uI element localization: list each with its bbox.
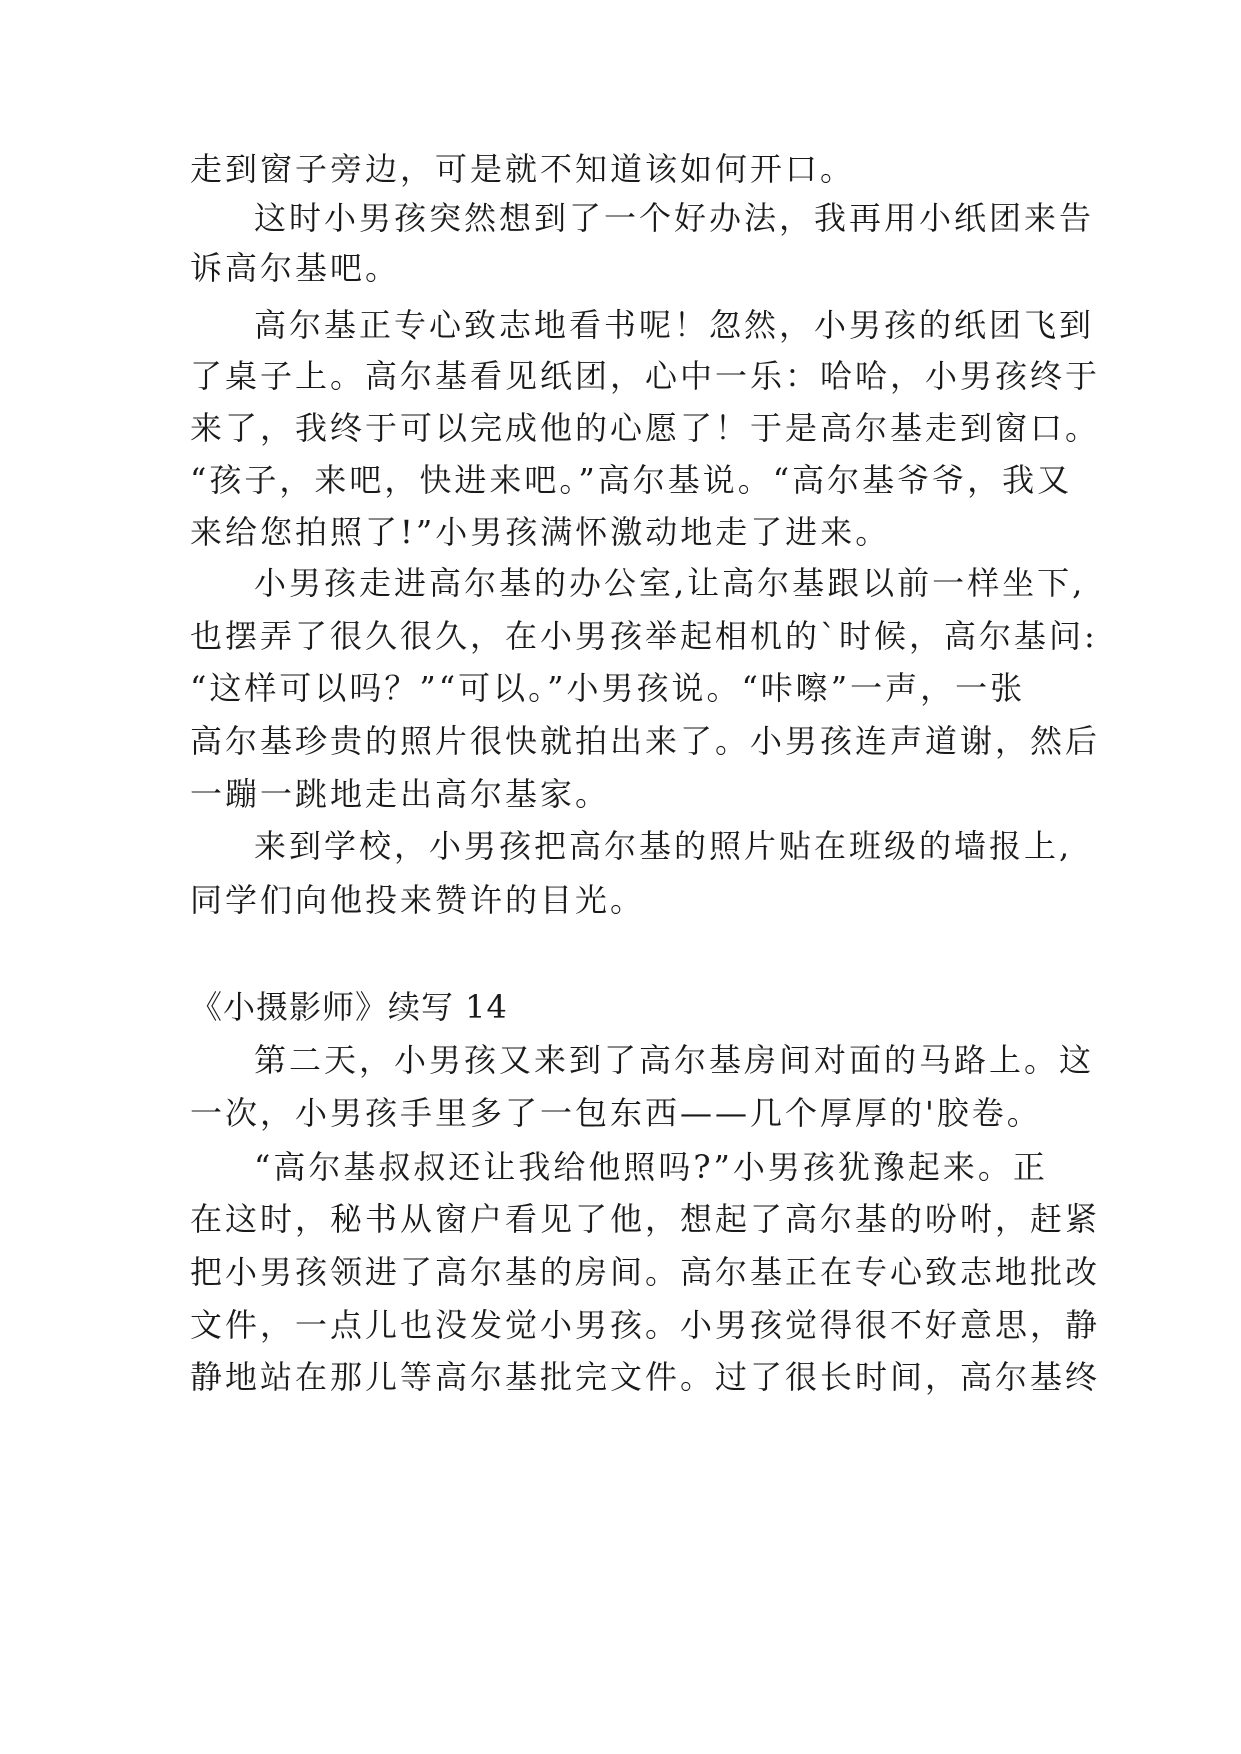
text-line: 这时小男孩突然想到了一个好办法，我再用小纸团来告 <box>254 199 1095 237</box>
text-line: “孩子，来吧，快进来吧。”高尔基说。“高尔基爷爷，我又 <box>190 461 1073 499</box>
text-line: “这样可以吗？”“可以。”小男孩说。“咔嚓”一声，一张 <box>190 669 1026 707</box>
text-line: 也摆弄了很久很久，在小男孩举起相机的`时候，高尔基问: <box>190 617 1098 655</box>
text-line: 来了，我终于可以完成他的心愿了！于是高尔基走到窗口。 <box>190 409 1101 447</box>
text-line: 文件，一点儿也没发觉小男孩。小男孩觉得很不好意思，静 <box>190 1306 1101 1344</box>
section-heading: 《小摄影师》续写 14 <box>190 988 508 1026</box>
text-line: 走到窗子旁边，可是就不知道该如何开口。 <box>190 150 856 188</box>
text-line: “高尔基叔叔还让我给他照吗?”小男孩犹豫起来。正 <box>254 1148 1048 1186</box>
text-line: 同学们向他投来赞许的目光。 <box>190 881 646 919</box>
text-line: 在这时，秘书从窗户看见了他，想起了高尔基的吩咐，赶紧 <box>190 1200 1101 1238</box>
text-line: 高尔基珍贵的照片很快就拍出来了。小男孩连声道谢，然后 <box>190 722 1101 760</box>
text-line: 一次，小男孩手里多了一包东西——几个厚厚的'胶卷。 <box>190 1094 1042 1132</box>
text-line: 静地站在那儿等高尔基批完文件。过了很长时间，高尔基终 <box>190 1358 1101 1396</box>
text-line: 诉高尔基吧。 <box>190 249 401 287</box>
text-line: 第二天，小男孩又来到了高尔基房间对面的马路上。这 <box>254 1041 1095 1079</box>
text-line: 一蹦一跳地走出高尔基家。 <box>190 775 611 813</box>
text-line: 高尔基正专心致志地看书呢！忽然，小男孩的纸团飞到 <box>254 306 1095 344</box>
text-line: 来给您拍照了!”小男孩满怀激动地走了进来。 <box>190 513 891 551</box>
text-line: 小男孩走进高尔基的办公室,让高尔基跟以前一样坐下, <box>254 564 1086 602</box>
text-line: 了桌子上。高尔基看见纸团，心中一乐：哈哈，小男孩终于 <box>190 357 1101 395</box>
text-line: 来到学校，小男孩把高尔基的照片贴在班级的墙报上, <box>254 827 1073 865</box>
text-line: 把小男孩领进了高尔基的房间。高尔基正在专心致志地批改 <box>190 1253 1101 1291</box>
